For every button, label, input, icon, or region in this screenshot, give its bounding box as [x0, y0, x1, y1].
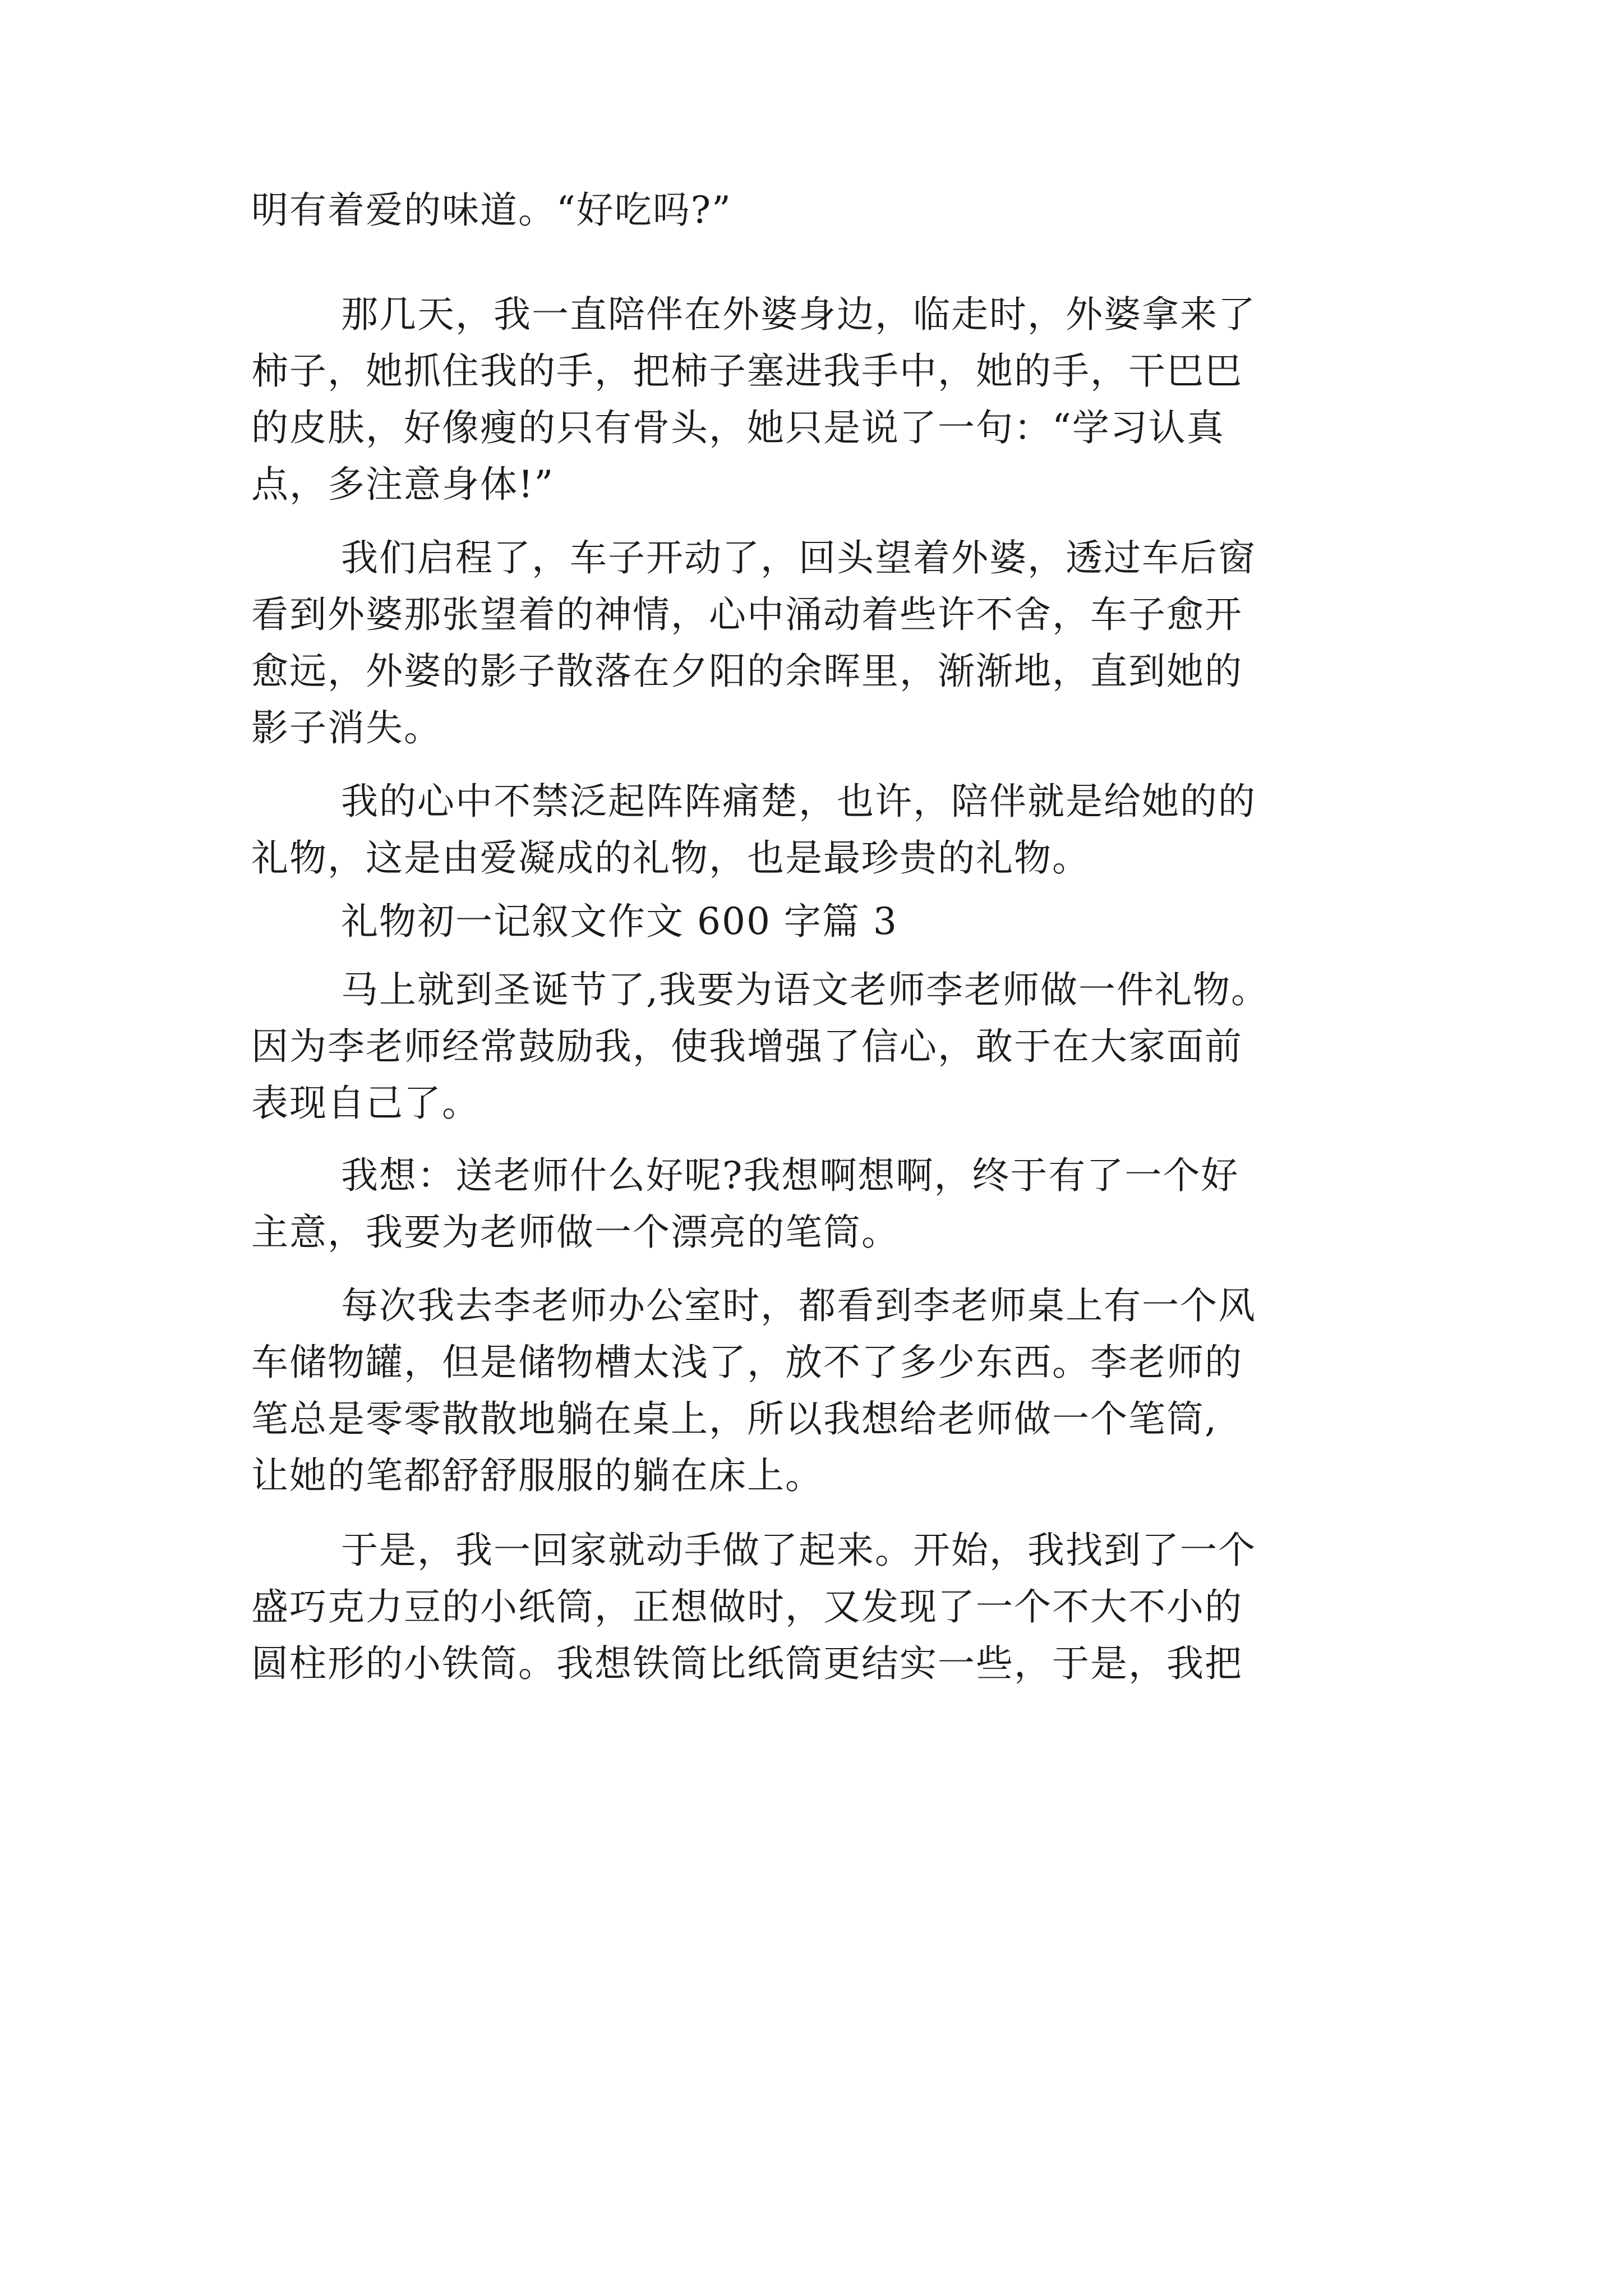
text-line: 的皮肤，好像瘦的只有骨头，她只是说了一句：“学习认真 [251, 406, 1225, 449]
text-line: 每次我去李老师办公室时，都看到李老师桌上有一个风 [341, 1284, 1256, 1327]
text-line: 于是，我一回家就动手做了起来。开始，我找到了一个 [341, 1529, 1256, 1572]
text-line: 礼物，这是由爱凝成的礼物，也是最珍贵的礼物。 [251, 836, 1090, 880]
text-line: 影子消失。 [251, 706, 442, 749]
text-line: 让她的笔都舒舒服服的躺在床上。 [251, 1454, 823, 1497]
text-line: 表现自己了。 [251, 1082, 480, 1125]
text-line: 那几天，我一直陪伴在外婆身边，临走时，外婆拿来了 [341, 293, 1256, 336]
text-line: 马上就到圣诞节了,我要为语文老师李老师做一件礼物。 [341, 968, 1269, 1011]
text-line: 明有着爱的味道。“好吃吗?” [251, 188, 732, 232]
section-heading: 礼物初一记叙文作文 600 字篇 3 [341, 900, 898, 943]
text-line: 柿子，她抓住我的手，把柿子塞进我手中，她的手，干巴巴 [251, 349, 1243, 393]
text-line: 车储物罐，但是储物槽太浅了，放不了多少东西。李老师的 [251, 1341, 1243, 1384]
text-line: 看到外婆那张望着的神情，心中涌动着些许不舍，车子愈开 [251, 593, 1243, 636]
text-line: 圆柱形的小铁筒。我想铁筒比纸筒更结实一些，于是，我把 [251, 1642, 1243, 1685]
text-line: 我的心中不禁泛起阵阵痛楚，也许，陪伴就是给她的的 [341, 780, 1256, 823]
text-line: 点，多注意身体!” [251, 463, 555, 506]
text-line: 笔总是零零散散地躺在桌上，所以我想给老师做一个笔筒, [251, 1397, 1218, 1441]
text-line: 盛巧克力豆的小纸筒，正想做时，又发现了一个不大不小的 [251, 1585, 1243, 1628]
text-line: 我们启程了，车子开动了，回头望着外婆，透过车后窗 [341, 536, 1256, 579]
text-line: 我想：送老师什么好呢?我想啊想啊，终于有了一个好 [341, 1154, 1239, 1197]
text-line: 愈远，外婆的影子散落在夕阳的余晖里，渐渐地，直到她的 [251, 650, 1243, 693]
text-line: 主意，我要为老师做一个漂亮的笔筒。 [251, 1211, 900, 1254]
text-line: 因为李老师经常鼓励我，使我增强了信心，敢于在大家面前 [251, 1025, 1243, 1068]
